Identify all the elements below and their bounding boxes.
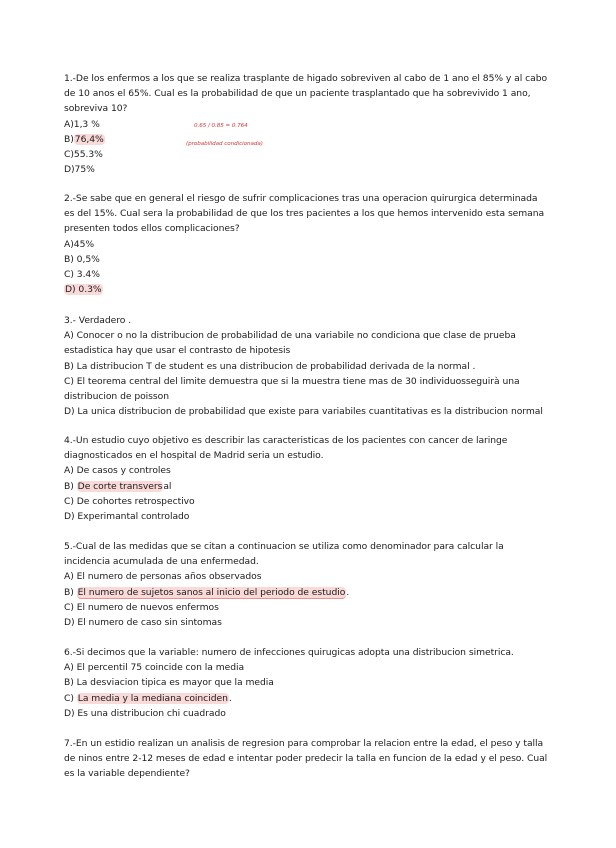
question-5-stem-line-1: 5.-Cual de las medidas que se citan a continuacion se utiliza como denominador para calcular la [64,541,504,552]
question-3-option-d: D) La unica distribucion de probabilidad que existe para variabiles cuantitativas es la distribucion normal [64,406,543,418]
question-2-option-a: A)45% [64,238,95,250]
question-2-stem-line-2: es del 15%. Cual sera la probabilidad de que los tres pacientes a los que hemos intervenido esta semana [64,208,545,220]
question-4-option-d: D) Experimantal controlado [64,510,190,522]
question-5-option-c: C) El numero de nuevos enfermos [64,601,219,613]
question-1-option-c: C)55.3% [64,148,103,160]
option-letter: B) [64,586,77,598]
question-4-option-c: C) De cohortes retrospectivo [64,495,195,507]
question-4-option-b [64,479,564,494]
option-tail: al [163,480,172,492]
question-1 [64,71,564,177]
question-6-option-c [64,691,564,706]
question-5-stem-line-2: incidencia acumulada de una enfermedad. [64,556,259,568]
option-tail: . [228,692,232,704]
question-4 [64,433,564,524]
option-letter: B) [64,133,74,145]
option-letter: B) [64,480,77,492]
question-2-option-c: C) 3.4% [64,268,100,280]
question-5-option-d: D) El numero de caso sin sintomas [64,616,222,628]
option-letter: C) [64,692,77,704]
highlighted-answer: De corte transvers [77,480,163,492]
highlighted-answer: D) 0.3% [65,284,102,296]
question-7-stem-line-1: 7.-En un estidio realizan un analisis de regresion para comprobar la relacion entre la edad, el peso y talla [64,738,544,749]
question-3-stem-line-1: 3.- Verdadero . [64,315,132,326]
question-3-option-b: B) La distribucion T de student es una distribucion de probabilidad derivada de la normal . [64,360,476,372]
question-1-option-a: A)1,3 % [64,118,100,130]
highlighted-answer: 76,4% [74,133,104,145]
question-6-option-d: D) Es una distribucion chi cuadrado [64,707,226,719]
question-1-option-b [64,132,564,147]
question-3 [64,313,564,419]
question-1-stem-line-3: sobreviva 10? [64,103,128,115]
question-6-option-b: B) La desviacion tipica es mayor que la media [64,677,274,689]
question-5-option-a: A) El numero de personas años observados [64,571,262,583]
question-3-option-a-line-2: estadistica hay que usar el contrasto de hipotesis [64,345,291,357]
highlighted-answer: La media y la mediana coinciden [77,692,228,704]
question-1-stem-line-2: de 10 anos el 65%. Cual es la probabilidad de que un paciente trasplantado que ha sobrevivido 1 ano, [64,88,531,100]
question-4-option-a: A) De casos y controles [64,465,171,477]
question-6-option-a: A) El percentil 75 coincide con la media [64,662,245,674]
question-2-option-d [64,282,564,297]
question-3-option-c-line-1: C) El teorema central del limite demuestra que si la muestra tiene mas de 30 individuosseguirà una [64,375,520,387]
question-6-stem-line-1: 6.-Si decimos que la variable: numero de infecciones quirugicas adopta una distribucion simetrica. [64,647,514,658]
handwritten-note: (probabilidad condicionada) [186,141,263,147]
question-7-stem-line-3: es la variable dependiente? [64,768,190,780]
question-2-stem-line-3: presenten todos ellos complicaciones? [64,223,240,235]
question-5 [64,539,564,630]
question-2-option-b: B) 0,5% [64,253,100,265]
highlighted-answer: El numero de sujetos sanos al inicio del periodo de estudio [77,586,346,598]
question-1-stem-line-1: 1.-De los enfermos a los que se realiza trasplante de higado sobreviven al cabo de 1 ano el 85% y al cabo [64,73,548,84]
question-2-stem-line-1: 2.-Se sabe que en general el riesgo de sufrir complicaciones tras una operacion quirurgica determinada [64,193,538,204]
question-5-option-b [64,585,564,600]
question-4-stem-line-2: diagnosticados en el hospital de Madrid seria un estudio. [64,450,324,462]
question-3-option-c-line-2: distribucion de poisson [64,390,170,402]
question-3-option-a-line-1: A) Conocer o no la distribucion de probabilidad de una variabile no condiciona que clase de prueba [64,330,516,342]
option-tail: . [346,586,350,598]
question-1-option-d: D)75% [64,164,95,176]
question-4-stem-line-1: 4.-Un estudio cuyo objetivo es describir las caracteristicas de los pacientes con cancer de laringe [64,435,508,446]
question-2 [64,191,564,297]
question-6 [64,645,564,721]
handwritten-calculation: 0.65 / 0.85 = 0.764 [194,123,248,129]
question-7 [64,736,564,782]
question-7-stem-line-2: de ninos entre 2-12 meses de edad e intentar poder predecir la talla en funcion de la edad y el peso. Cual [64,753,548,765]
